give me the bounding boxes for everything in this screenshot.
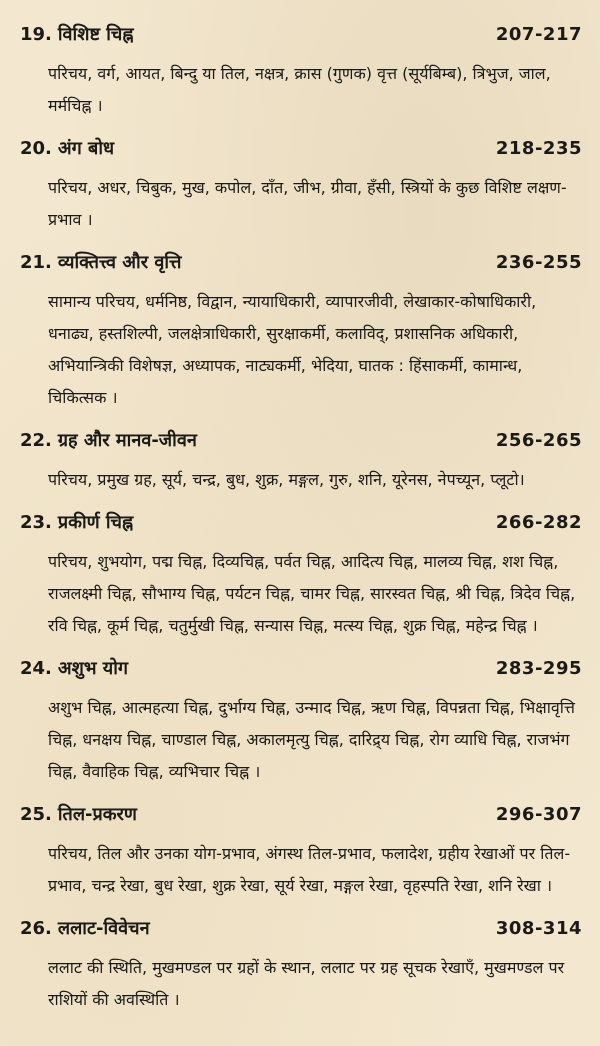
entry-heading	[20, 250, 584, 284]
entry-title	[20, 802, 137, 826]
page-range: 308-314	[495, 918, 582, 939]
entry-number: 26.	[20, 918, 52, 939]
entry-title	[20, 916, 150, 940]
entry-title	[20, 136, 114, 160]
entry-heading	[20, 656, 584, 690]
entry-description: परिचय, तिल और उनका योग-प्रभाव, अंगस्थ तिल-प्रभाव, फलादेश, ग्रहीय रेखाओं पर तिल-प्रभाव, चन्द्र रेखा, बुध रेखा, शुक्र रेखा, सूर्य रेखा, मङ्गल रेखा, वृहस्पति रेखा, शनि रेखा ।	[48, 844, 571, 895]
entry-heading	[20, 916, 584, 950]
page-range: 283-295	[495, 658, 582, 679]
entry-number: 25.	[20, 804, 52, 825]
entry-title	[20, 656, 128, 680]
entry-description: अशुभ चिह्न, आत्महत्या चिह्न, दुर्भाग्य चिह्न, उन्माद चिह्न, ऋण चिह्न, विपन्नता चिह्न, भिक्षावृत्ति चिह्न, धनक्षय चिह्न, चाण्डाल चिह्न, अकालमृत्यु चिह्न, दारिद्र्य चिह्न, रोग व्याधि चिह्न, राजभंग चिह्न, वैवाहिक चिह्न, व्यभिचार चिह्न ।	[48, 698, 575, 781]
entry-description: परिचय, प्रमुख ग्रह, सूर्य, चन्द्र, बुध, शुक्र, मङ्गल, गुरु, शनि, यूरेनस, नेपच्यून, प्लूटो।	[48, 470, 525, 489]
entry-description: परिचय, अधर, चिबुक, मुख, कपोल, दाँत, जीभ, ग्रीवा, हँसी, स्त्रियों के कुछ विशिष्ट लक्षण-प्रभाव ।	[48, 178, 567, 229]
entry-title-text: व्यक्तित्त्व और वृत्ति	[57, 252, 182, 273]
entry-title-text: विशिष्ट चिह्न	[57, 24, 134, 45]
entry-description: परिचय, वर्ग, आयत, बिन्दु या तिल, नक्षत्र, क्रास (गुणक) वृत्त (सूर्यबिम्ब), त्रिभुज, जाल, मर्मचिह्न ।	[48, 64, 551, 115]
toc-entry-22	[20, 428, 584, 496]
entry-description: परिचय, शुभयोग, पद्म चिह्न, दिव्यचिह्न, पर्वत चिह्न, आदित्य चिह्न, मालव्य चिह्न, शश चिह्न, राजलक्ष्मी चिह्न, सौभाग्य चिह्न, पर्यटन चिह्न, चामर चिह्न, सारस्वत चिह्न, श्री चिह्न, त्रिदेव चिह्न, रवि चिह्न, कूर्म चिह्न, चतुर्मुखी चिह्न, सन्यास चिह्न, मत्स्य चिह्न, शुक्र चिह्न, महेन्द्र चिह्न ।	[48, 552, 576, 635]
toc-entry-19	[20, 22, 584, 122]
entry-description: ललाट की स्थिति, मुखमण्डल पर ग्रहों के स्थान, ललाट पर ग्रह सूचक रेखाएँ, मुखमण्डल पर राशियों की अवस्थिति ।	[48, 958, 565, 1009]
page-range: 256-265	[495, 430, 582, 451]
entry-heading	[20, 802, 584, 836]
toc-entry-26	[20, 916, 584, 1016]
entry-description: सामान्य परिचय, धर्मनिष्ठ, विद्वान, न्यायाधिकारी, व्यापारजीवी, लेखाकार-कोषाधिकारी, धनाढ्य, हस्तशिल्पी, जलक्षेत्राधिकारी, सुरक्षाकर्मी, कलाविद्, प्रशासनिक अधिकारी, अभियान्त्रिकी विशेषज्ञ, अध्यापक, नाट्यकर्मी, भेदिया, घातक : हिंसाकर्मी, कामान्ध, चिकित्सक ।	[48, 292, 537, 407]
entry-title	[20, 22, 134, 46]
entry-title-text: तिल-प्रकरण	[57, 804, 137, 825]
page-range: 236-255	[495, 252, 582, 273]
page-range: 207-217	[495, 24, 582, 45]
page-range: 296-307	[495, 804, 582, 825]
entry-title	[20, 428, 197, 452]
entry-title-text: प्रकीर्ण चिह्न	[57, 512, 134, 533]
entry-number: 22.	[20, 430, 52, 451]
toc-entry-24	[20, 656, 584, 788]
entry-heading	[20, 510, 584, 544]
page-range: 218-235	[495, 138, 582, 159]
entry-heading	[20, 136, 584, 170]
entry-number: 21.	[20, 252, 52, 273]
entry-heading	[20, 22, 584, 56]
toc-entry-20	[20, 136, 584, 236]
entry-number: 19.	[20, 24, 52, 45]
entry-heading	[20, 428, 584, 462]
entry-title-text: अंग बोध	[57, 138, 115, 159]
entry-number: 24.	[20, 658, 52, 679]
toc-entry-23	[20, 510, 584, 642]
entry-title-text: ग्रह और मानव-जीवन	[57, 430, 197, 451]
toc-entry-25	[20, 802, 584, 902]
page-range: 266-282	[495, 512, 582, 533]
entry-number: 20.	[20, 138, 52, 159]
entry-title-text: अशुभ योग	[57, 658, 129, 679]
toc-entry-21	[20, 250, 584, 414]
entry-number: 23.	[20, 512, 52, 533]
entry-title-text: ललाट-विवेचन	[57, 918, 150, 939]
entry-title	[20, 250, 181, 274]
entry-title	[20, 510, 133, 534]
